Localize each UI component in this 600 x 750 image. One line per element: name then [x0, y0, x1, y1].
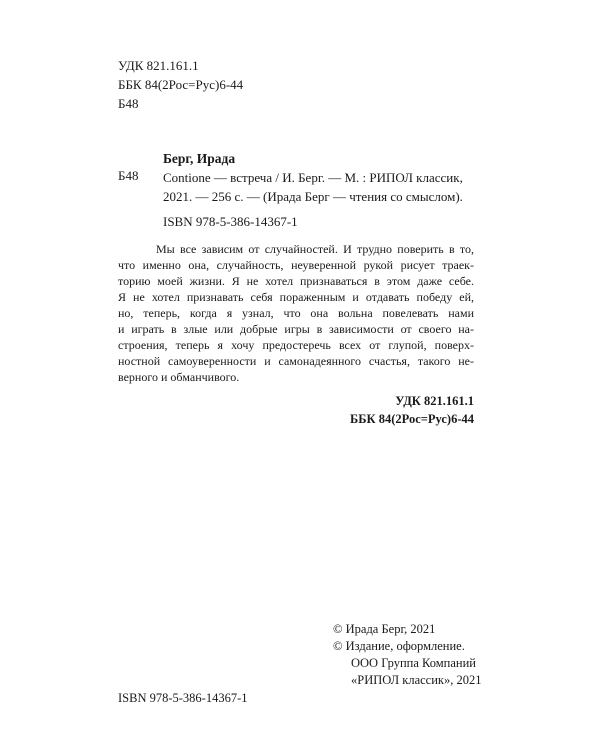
- bbk-code-bold: ББК 84(2Рос=Рус)6-44: [350, 412, 474, 426]
- bibliographic-description: [163, 168, 493, 206]
- annotation-line: и играть в злые или добрые игры в зависимости от своего на-: [118, 322, 474, 336]
- record-isbn: ISBN 978-5-386-14367-1: [163, 214, 298, 229]
- annotation-line: Я не хотел признавать себя пораженным и отдавать победу ей,: [118, 290, 474, 304]
- annotation-line: ностной самоуверенности и самонадеянного счастья, такого не-: [118, 354, 474, 368]
- annotation-line: торию моей жизни. Я не хотел признаваться в этом даже себе.: [118, 274, 474, 288]
- author-mark: Б48: [118, 96, 139, 111]
- udk-code-bold: УДК 821.161.1: [395, 394, 474, 408]
- annotation-line: верного и обманчивого.: [118, 370, 240, 384]
- record-author-mark: Б48: [118, 168, 139, 183]
- annotation-line: но, теперь, когда я узнал, что она вольна повелевать нами: [118, 306, 474, 320]
- classification-header: [118, 56, 243, 113]
- copyright-block: [333, 621, 481, 689]
- footer-isbn: ISBN 978-5-386-14367-1: [118, 691, 248, 705]
- record-author: Берг, Ирада: [163, 151, 236, 166]
- copyright-line: ООО Группа Компаний: [351, 656, 476, 670]
- annotation-line: строения, теперь я хочу предостеречь всех от глупой, поверх-: [118, 338, 474, 352]
- classification-block: [350, 392, 474, 428]
- annotation-line: Мы все зависим от случайностей. И трудно поверить в то,: [156, 242, 474, 256]
- biblio-line: 2021. — 256 с. — (Ирада Берг — чтения со смыслом).: [163, 189, 463, 204]
- bbk-code: ББК 84(2Рос=Рус)6-44: [118, 77, 244, 92]
- copyright-line: © Ирада Берг, 2021: [333, 622, 436, 636]
- annotation-line: что именно она, случайность, неуверенной рукой рисует траек-: [118, 258, 474, 272]
- biblio-line: Contione — встреча / И. Берг. — М. : РИПОЛ классик,: [163, 170, 463, 185]
- copyright-line: © Издание, оформление.: [333, 639, 465, 653]
- udk-code: УДК 821.161.1: [118, 58, 199, 73]
- annotation: [118, 241, 474, 385]
- copyright-line: «РИПОЛ классик», 2021: [351, 673, 482, 687]
